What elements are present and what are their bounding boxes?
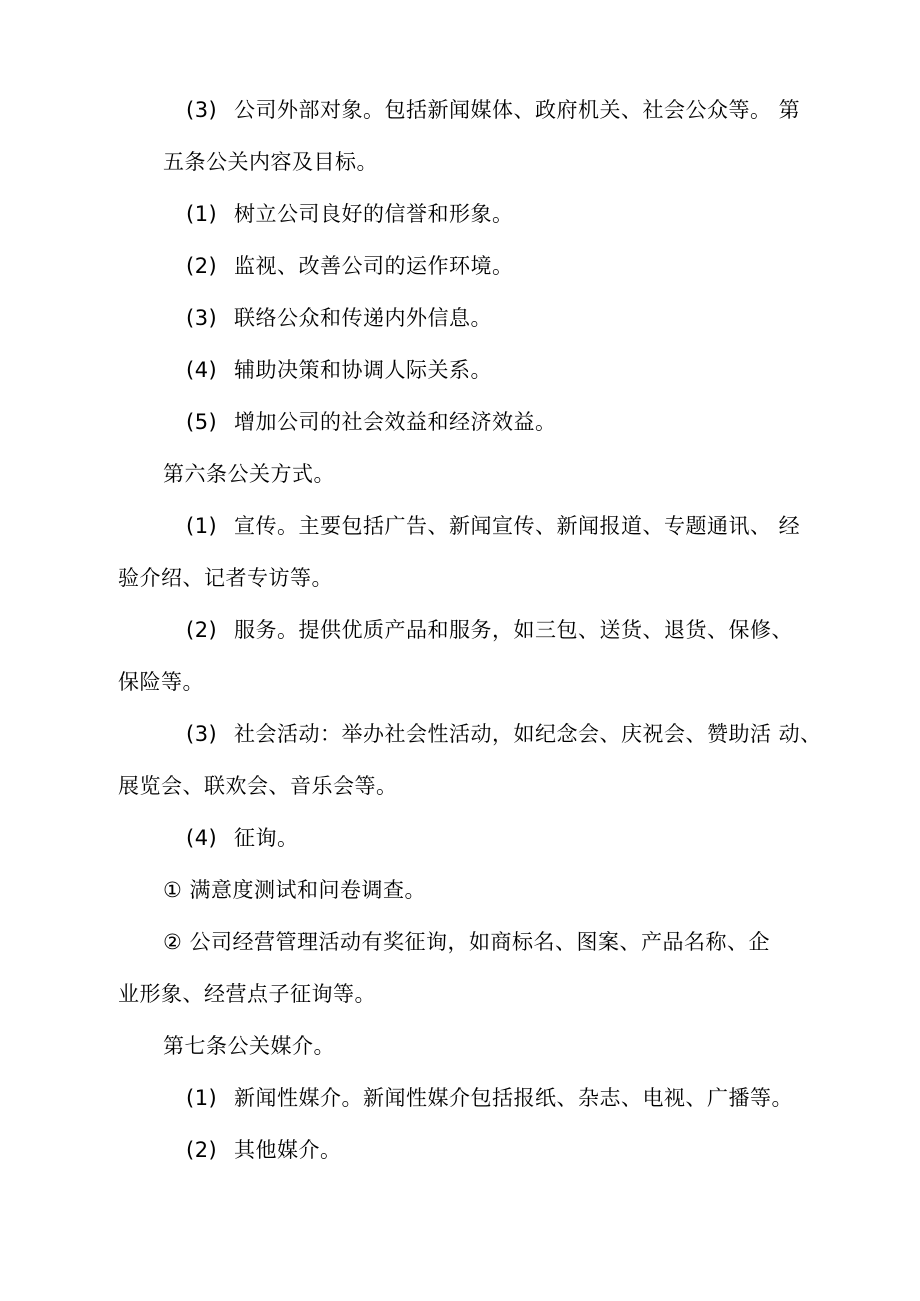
text-line xyxy=(186,96,800,124)
text-line xyxy=(163,1032,335,1060)
text-line xyxy=(186,1084,793,1112)
line-text: 展览会、联欢会、音乐会等。 xyxy=(118,774,398,798)
item-number: (4) xyxy=(186,358,218,382)
item-number: (1) xyxy=(186,1086,218,1110)
line-text: 第七条公关媒介。 xyxy=(163,1034,335,1058)
item-number: (1) xyxy=(186,514,218,538)
item-number: (5) xyxy=(186,410,218,434)
line-text: 业形象、经营点子征询等。 xyxy=(118,982,376,1006)
text-line xyxy=(163,876,426,904)
line-text: 社会活动：举办社会性活动，如纪念会、庆祝会、赞助活 动、 xyxy=(234,722,822,746)
text-line xyxy=(163,928,770,956)
item-number: (2) xyxy=(186,254,218,278)
line-text: 增加公司的社会效益和经济效益。 xyxy=(234,410,557,434)
text-line xyxy=(163,460,335,488)
line-text: 其他媒介。 xyxy=(234,1138,342,1162)
item-number: (2) xyxy=(186,1138,218,1162)
line-text: 联络公众和传递内外信息。 xyxy=(234,306,492,330)
text-line xyxy=(186,408,557,436)
line-text: 新闻性媒介。新闻性媒介包括报纸、杂志、电视、广播等。 xyxy=(234,1086,793,1110)
item-number: (2) xyxy=(186,618,218,642)
item-number: (4) xyxy=(186,826,218,850)
text-line xyxy=(118,980,376,1008)
line-text: ② 公司经营管理活动有奖征询，如商标名、图案、产品名称、企 xyxy=(163,930,770,954)
item-number: (3) xyxy=(186,98,218,122)
line-text: 征询。 xyxy=(234,826,299,850)
text-line xyxy=(186,304,492,332)
item-number: (1) xyxy=(186,202,218,226)
item-number: (3) xyxy=(186,722,218,746)
text-line xyxy=(186,720,822,748)
text-line xyxy=(186,824,299,852)
text-line xyxy=(186,512,800,540)
line-text: 服务。提供优质产品和服务，如三包、送货、退货、保修、 xyxy=(234,618,793,642)
line-text: 监视、改善公司的运作环境。 xyxy=(234,254,514,278)
line-text: 保险等。 xyxy=(118,670,204,694)
line-text: 宣传。主要包括广告、新闻宣传、新闻报道、专题通讯、 经 xyxy=(234,514,801,538)
text-line xyxy=(163,148,378,176)
text-line xyxy=(186,252,514,280)
line-text: 验介绍、记者专访等。 xyxy=(118,566,333,590)
line-text: 五条公关内容及目标。 xyxy=(163,150,378,174)
line-text: ① 满意度测试和问卷调查。 xyxy=(163,878,427,902)
line-text: 第六条公关方式。 xyxy=(163,462,335,486)
text-line xyxy=(186,616,793,644)
item-number: (3) xyxy=(186,306,218,330)
text-line xyxy=(118,668,204,696)
text-line xyxy=(186,1136,342,1164)
line-text: 辅助决策和协调人际关系。 xyxy=(234,358,492,382)
line-text: 公司外部对象。包括新闻媒体、政府机关、社会公众等。 第 xyxy=(234,98,801,122)
text-line xyxy=(186,356,492,384)
text-line xyxy=(118,564,333,592)
text-line xyxy=(118,772,398,800)
line-text: 树立公司良好的信誉和形象。 xyxy=(234,202,514,226)
text-line xyxy=(186,200,514,228)
